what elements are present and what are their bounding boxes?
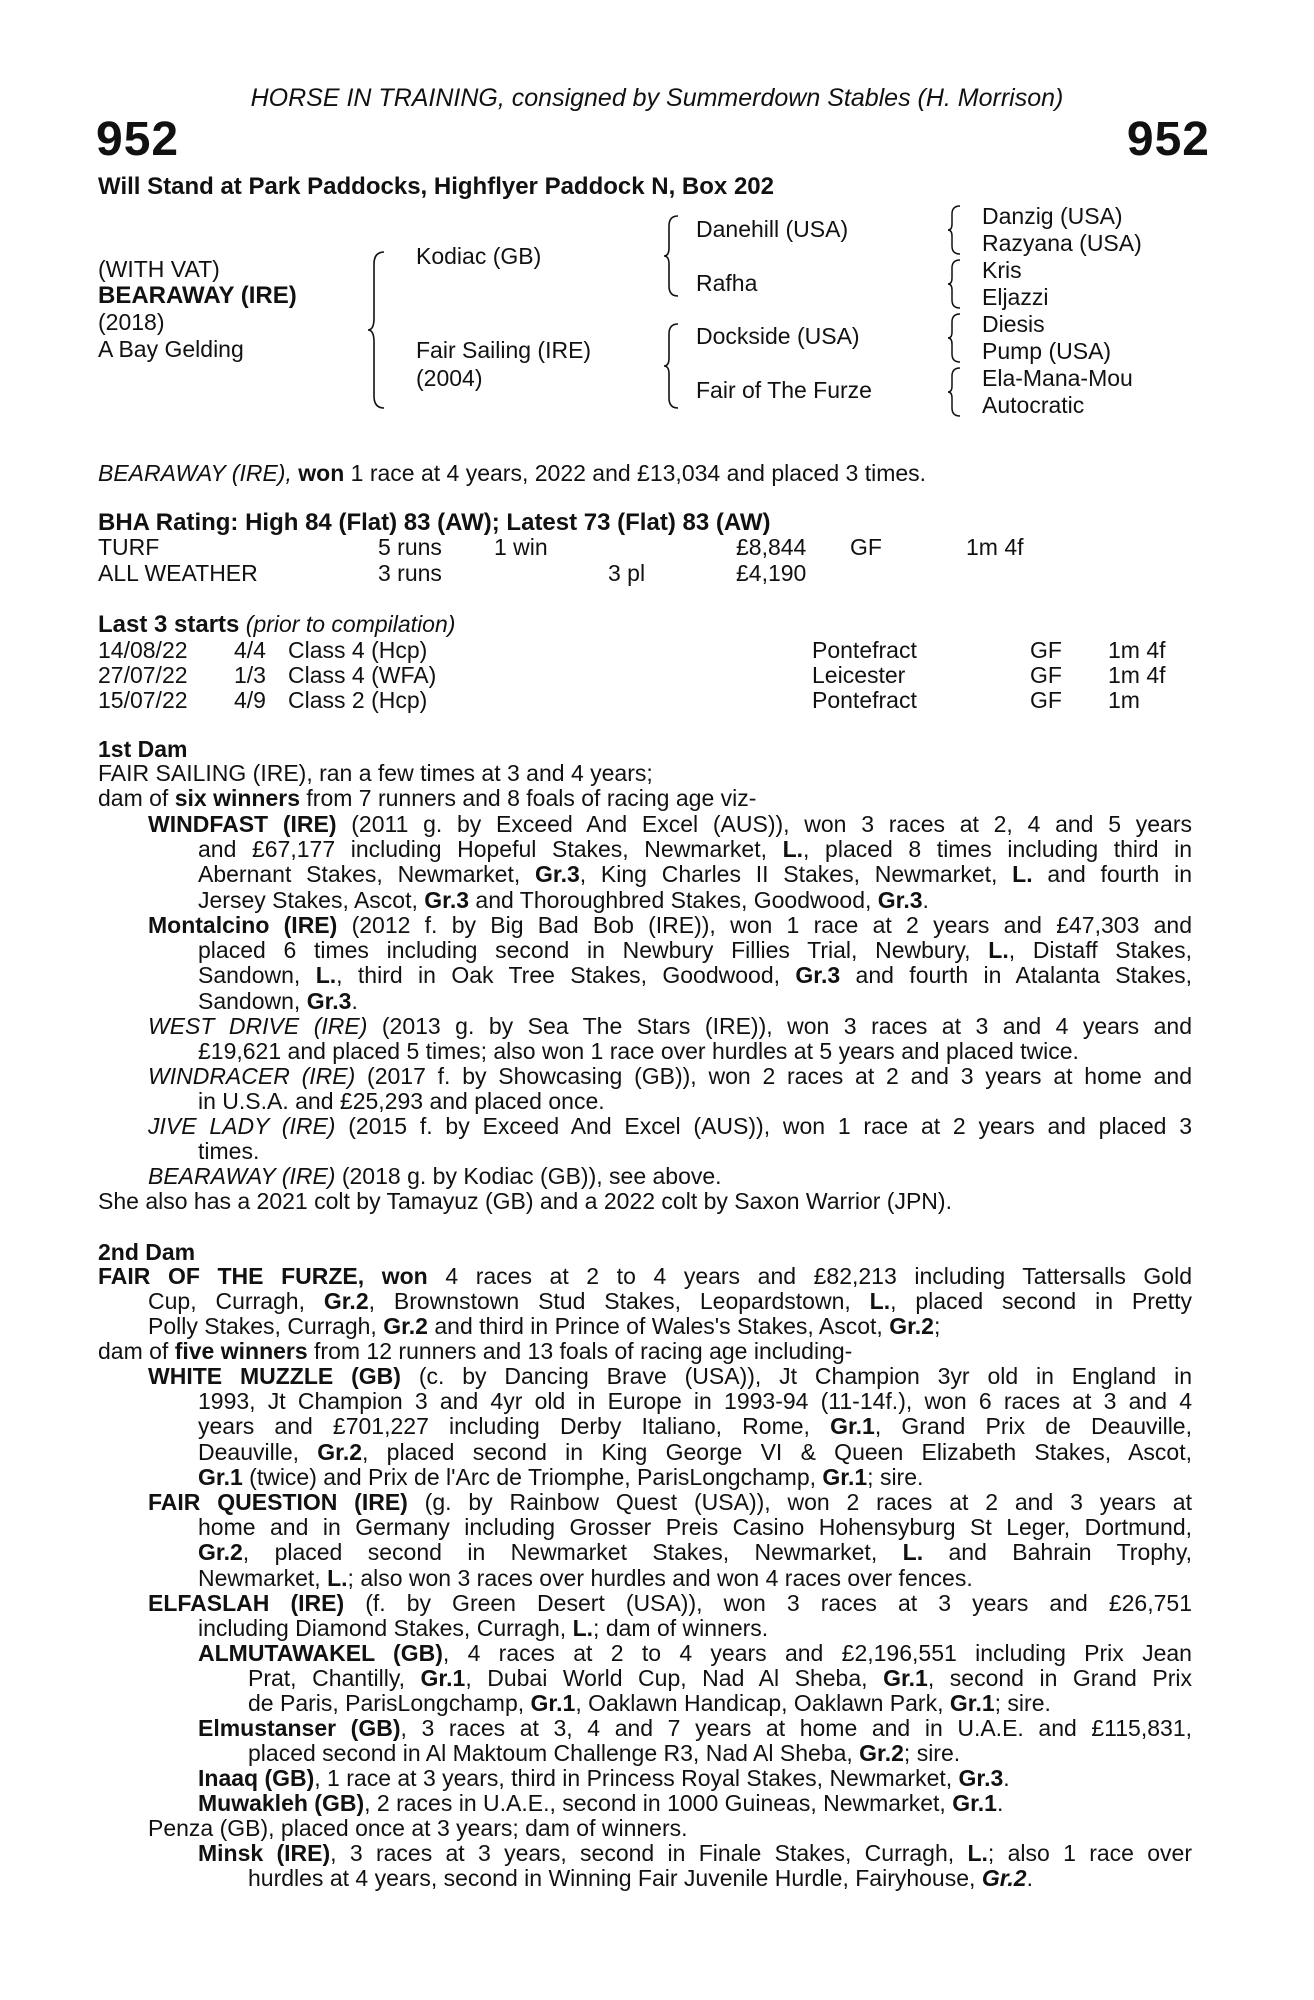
progeny-windracer-cont (198, 1089, 1192, 1114)
progeny-line: including Diamond Stakes, Curragh, L.; dam of winners. (198, 1615, 769, 1641)
second-dam-heading: 2nd Dam (98, 1239, 196, 1265)
start-going: GF (1030, 637, 1062, 663)
progeny-line: Sandown, L., third in Oak Tree Stakes, Goodwood, Gr.3 and fourth in Atalanta Stakes, (198, 962, 1193, 989)
pedigree-brace-main (368, 250, 388, 410)
progeny-line: home and in Germany including Grosser Preis Casino Hohensyburg St Leger, Dortmund, (198, 1514, 1192, 1540)
start-course: Leicester (812, 662, 906, 688)
dam-sire: Dockside (USA) (696, 323, 860, 349)
progeny-line: Penza (GB), placed once at 3 years; dam of winners. (148, 1815, 688, 1841)
start-distance: 1m 4f (1108, 662, 1166, 688)
g3-pump: Pump (USA) (982, 338, 1112, 364)
rating-row-turf (0, 534, 1314, 560)
brace-g78 (948, 366, 964, 418)
start-going: GF (1030, 662, 1062, 688)
second-dam-line: dam of five winners from 12 runners and 13 foals of racing age including- (98, 1338, 853, 1364)
g3-kris: Kris (982, 257, 1022, 283)
last-starts-title: Last 3 starts (98, 611, 240, 638)
progeny-line: and £67,177 including Hopeful Stakes, Newmarket, L., placed 8 times including third in (198, 836, 1192, 862)
rating-surface: ALL WEATHER (98, 560, 258, 586)
progeny-jive-lady-cont (198, 1139, 1192, 1164)
progeny-west-drive (148, 1014, 1192, 1039)
g3-ela-mana-mou: Ela-Mana-Mou (982, 365, 1133, 391)
progeny-elfaslah-cont (198, 1616, 1192, 1641)
summary-text: 1 race at 4 years, 2022 and £13,034 and placed 3 times. (350, 460, 927, 486)
consignment-line: HORSE IN TRAINING, consigned by Summerdown Stables (H. Morrison) (250, 84, 1064, 112)
start-course: Pontefract (812, 637, 917, 663)
progeny-white-muzzle (148, 1364, 1192, 1389)
start-position: 1/3 (234, 662, 266, 688)
progeny-elmustanser-cont (248, 1741, 1192, 1766)
progeny-line: in U.S.A. and £25,293 and placed once. (198, 1088, 605, 1114)
progeny-bearaway (148, 1164, 1192, 1189)
progeny-line: placed 6 times including second in Newbury Fillies Trial, Newbury, L., Distaff Stakes, (198, 937, 1192, 963)
start-row (0, 662, 1314, 688)
sire: Kodiac (GB) (416, 243, 542, 269)
start-class: Class 4 (Hcp) (288, 637, 428, 663)
start-going: GF (1030, 687, 1062, 713)
start-distance: 1m 4f (1108, 637, 1166, 663)
progeny-line: years and £701,227 including Derby Italiano, Rome, Gr.1, Grand Prix de Deauville, (198, 1413, 1192, 1440)
progeny-minsk (198, 1841, 1192, 1866)
start-distance: 1m (1108, 687, 1140, 713)
rating-runs: 5 runs (378, 534, 442, 560)
first-dam-line: dam of six winners from 7 runners and 8 foals of racing age viz- (98, 785, 757, 812)
progeny-line: Newmarket, L.; also won 3 races over hurdles and won 4 races over fences. (198, 1564, 973, 1591)
summary-won: won (298, 460, 345, 486)
progeny-line: BEARAWAY (IRE) (2018 g. by Kodiac (GB)), see above. (148, 1163, 722, 1189)
rating-earnings: £8,844 (736, 534, 807, 560)
brace-g34 (948, 258, 964, 310)
second-dam-line: Cup, Curragh, Gr.2, Brownstown Stud Stakes, Leopardstown, L., placed second in Pretty (148, 1288, 1192, 1314)
horse-year: (2018) (98, 309, 165, 335)
start-class: Class 4 (WFA) (288, 662, 437, 688)
progeny-line: Deauville, Gr.2, placed second in King George VI & Queen Elizabeth Stakes, Ascot, (198, 1438, 1192, 1465)
first-dam-line: FAIR SAILING (IRE), ran a few times at 3 and 4 years; (98, 760, 653, 786)
rating-placed: 3 pl (608, 560, 646, 586)
first-dam-line: She also has a 2021 colt by Tamayuz (GB) and a 2022 colt by Saxon Warrior (JPN). (98, 1188, 952, 1214)
start-class: Class 2 (Hcp) (288, 687, 428, 713)
progeny-line: Minsk (IRE), 3 races at 3 years, second in Finale Stakes, Curragh, L.; also 1 race over (198, 1840, 1192, 1866)
g3-danzig: Danzig (USA) (982, 203, 1123, 229)
progeny-white-muzzle-cont (198, 1389, 1192, 1491)
progeny-almutawakel (198, 1641, 1192, 1666)
first-dam-heading: 1st Dam (98, 736, 188, 762)
progeny-line: JIVE LADY (IRE) (2015 f. by Exceed And Excel (AUS)), won 1 race at 2 years and placed 3 (148, 1113, 1192, 1139)
start-course: Pontefract (812, 687, 917, 713)
brace-g56 (948, 312, 964, 364)
progeny-line: £19,621 and placed 5 times; also won 1 race over hurdles at 5 years and placed twice. (198, 1038, 1079, 1064)
progeny-line: Muwakleh (GB), 2 races in U.A.E., second in 1000 Guineas, Newmarket, Gr.1. (198, 1790, 1004, 1816)
dam: Fair Sailing (IRE) (416, 337, 592, 363)
progeny-line: WHITE MUZZLE (GB) (c. by Dancing Brave (USA)), Jt Champion 3yr old in England in (148, 1363, 1192, 1389)
g3-autocratic: Autocratic (982, 392, 1085, 418)
second-dam-record-cont (148, 1289, 1192, 1340)
rating-row-all-weather (0, 560, 1314, 586)
progeny-line: Prat, Chantilly, Gr.1, Dubai World Cup, Nad Al Sheba, Gr.1, second in Grand Prix (248, 1665, 1192, 1691)
sire-sire: Danehill (USA) (696, 216, 849, 242)
progeny-line: hurdles at 4 years, second in Winning Fair Juvenile Hurdle, Fairyhouse, Gr.2. (248, 1865, 1033, 1891)
summary-horse-name: BEARAWAY (IRE), (98, 460, 292, 486)
progeny-line: WINDRACER (IRE) (2017 f. by Showcasing (GB)), won 2 races at 2 and 3 years at home and (148, 1063, 1192, 1089)
second-dam-produce (98, 1339, 1192, 1364)
progeny-line: Inaaq (GB), 1 race at 3 years, third in Princess Royal Stakes, Newmarket, Gr.3. (198, 1765, 1010, 1791)
progeny-line: Elmustanser (GB), 3 races at 3, 4 and 7 years at home and in U.A.E. and £115,831, (198, 1715, 1193, 1741)
progeny-inaaq (198, 1766, 1192, 1791)
g3-eljazzi: Eljazzi (982, 284, 1049, 310)
progeny-line: WINDFAST (IRE) (2011 g. by Exceed And Excel (AUS)), won 3 races at 2, 4 and 5 years (148, 811, 1192, 837)
progeny-line: de Paris, ParisLongchamp, Gr.1, Oaklawn Handicap, Oaklawn Park, Gr.1; sire. (248, 1690, 1051, 1717)
rating-runs: 3 runs (378, 560, 442, 586)
start-date: 27/07/22 (98, 662, 188, 688)
progeny-line: Sandown, Gr.3. (198, 987, 358, 1014)
progeny-line: Abernant Stakes, Newmarket, Gr.3, King Charles II Stakes, Newmarket, L. and fourth in (198, 861, 1192, 888)
race-summary (98, 460, 926, 487)
progeny-line: placed second in Al Maktoum Challenge R3, Nad Al Sheba, Gr.2; sire. (248, 1740, 961, 1766)
sire-dam: Rafha (696, 270, 758, 296)
progeny-line: FAIR QUESTION (IRE) (g. by Rainbow Quest (USA)), won 2 races at 2 and 3 years at (148, 1489, 1192, 1515)
first-dam-intro (98, 761, 1192, 812)
horse-name: BEARAWAY (IRE) (98, 282, 297, 309)
horse-description: A Bay Gelding (98, 336, 244, 362)
progeny-line: Jersey Stakes, Ascot, Gr.3 and Thoroughbred Stakes, Goodwood, Gr.3. (198, 886, 929, 913)
progeny-fair-question (148, 1490, 1192, 1515)
rating-going: GF (850, 534, 882, 560)
progeny-penza (148, 1816, 1192, 1841)
start-position: 4/9 (234, 687, 266, 713)
stand-location: Will Stand at Park Paddocks, Highflyer Paddock N, Box 202 (98, 173, 774, 200)
progeny-muwakleh (198, 1791, 1192, 1816)
lot-number-left: 952 (96, 113, 180, 166)
g3-razyana: Razyana (USA) (982, 230, 1142, 256)
rating-distance: 1m 4f (966, 534, 1024, 560)
progeny-line: Montalcino (IRE) (2012 f. by Big Bad Bob (IRE)), won 1 race at 2 years and £47,303 and (148, 912, 1192, 938)
lot-number-right: 952 (1126, 113, 1210, 166)
progeny-montalcino-cont (198, 938, 1192, 1014)
progeny-minsk-cont (248, 1866, 1192, 1891)
bha-rating-heading: BHA Rating: High 84 (Flat) 83 (AW); Latest 73 (Flat) 83 (AW) (98, 509, 771, 536)
dam-dam: Fair of The Furze (696, 377, 872, 403)
progeny-elmustanser (198, 1716, 1192, 1741)
progeny-line: Gr.1 (twice) and Prix de l'Arc de Triomphe, ParisLongchamp, Gr.1; sire. (198, 1464, 924, 1491)
sire-brace (664, 214, 682, 298)
vat-note: (WITH VAT) (98, 256, 220, 282)
progeny-line: ELFASLAH (IRE) (f. by Green Desert (USA)), won 3 races at 3 years and £26,751 (148, 1590, 1192, 1616)
second-dam-line: FAIR OF THE FURZE, won 4 races at 2 to 4 years and £82,213 including Tattersalls Gold (98, 1263, 1192, 1289)
progeny-fair-question-cont (198, 1515, 1192, 1591)
last-starts-heading (98, 611, 455, 639)
progeny-montalcino (148, 913, 1192, 938)
first-dam-also (98, 1189, 1192, 1214)
rating-wins: 1 win (494, 534, 548, 560)
progeny-west-drive-cont (198, 1039, 1192, 1064)
last-starts-note: (prior to compilation) (245, 611, 456, 637)
progeny-windfast (148, 812, 1192, 837)
progeny-line: times. (198, 1138, 260, 1164)
progeny-jive-lady (148, 1114, 1192, 1139)
progeny-line: 1993, Jt Champion 3 and 4yr old in Europe in 1993-94 (11-14f.), won 6 races at 3 and 4 (198, 1388, 1192, 1414)
progeny-line: WEST DRIVE (IRE) (2013 g. by Sea The Stars (IRE)), won 3 races at 3 and 4 years and (148, 1013, 1192, 1039)
rating-earnings: £4,190 (736, 560, 807, 586)
second-dam-record (98, 1264, 1192, 1289)
second-dam-line: Polly Stakes, Curragh, Gr.2 and third in Prince of Wales's Stakes, Ascot, Gr.2; (148, 1313, 941, 1340)
dam-brace (664, 322, 682, 410)
progeny-line: ALMUTAWAKEL (GB), 4 races at 2 to 4 years and £2,196,551 including Prix Jean (198, 1640, 1192, 1666)
progeny-windracer (148, 1064, 1192, 1089)
progeny-windfast-cont (198, 837, 1192, 913)
start-date: 14/08/22 (98, 637, 188, 663)
start-date: 15/07/22 (98, 687, 188, 713)
dam-year: (2004) (416, 365, 483, 391)
progeny-almutawakel-cont (248, 1666, 1192, 1717)
rating-surface: TURF (98, 534, 160, 560)
brace-g12 (948, 204, 964, 256)
start-row (0, 637, 1314, 663)
start-position: 4/4 (234, 637, 266, 663)
progeny-line: Gr.2, placed second in Newmarket Stakes, Newmarket, L. and Bahrain Trophy, (198, 1539, 1192, 1566)
g3-diesis: Diesis (982, 311, 1045, 337)
start-row (0, 687, 1314, 713)
progeny-elfaslah (148, 1591, 1192, 1616)
